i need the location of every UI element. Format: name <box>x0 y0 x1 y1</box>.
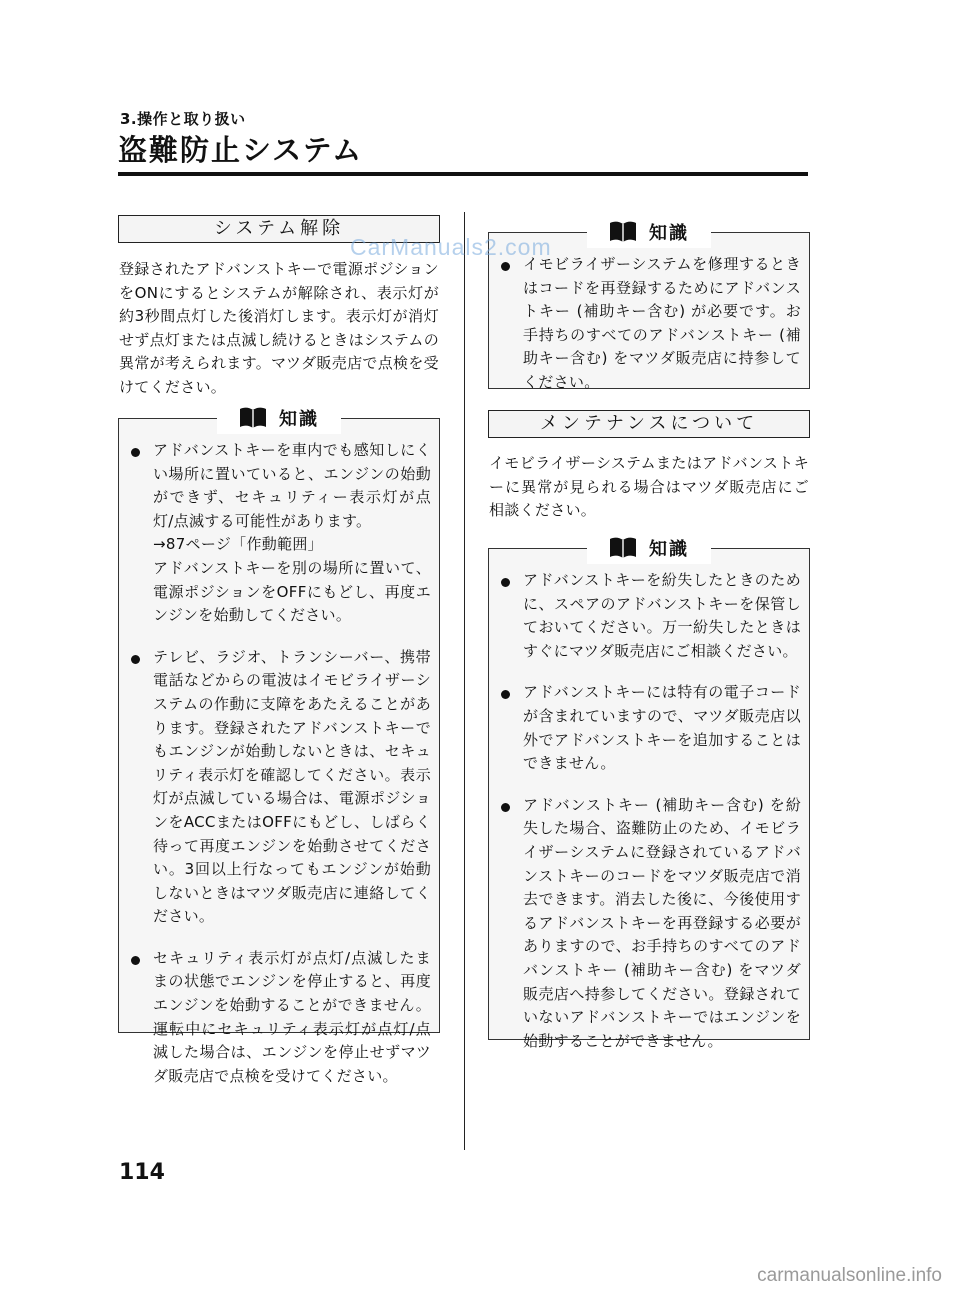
list-item <box>129 947 431 1089</box>
watermark-link[interactable]: CarManuals2.com <box>350 234 552 260</box>
note-list <box>499 569 801 1053</box>
note-text: アドバンストキー (補助キー含む) を紛失した場合、盗難防止のため、イモビライザーシステムに登録されているアドバンストキーのコードをマツダ販売店で消去できます。消去した後に、今後使用するアドバンストキーを再登録する必要がありますので、お手持ちのすべてのアドバンストキー (補助キー含む) をマツダ販売店へ持参してください。登録されていないアドバンストキーではエンジンを始動することができません。 <box>523 795 801 1050</box>
footer-site-link[interactable]: carmanualsonline.info <box>757 1265 942 1286</box>
system-release-paragraph: 登録されたアドバンストキーで電源ポジションをONにするとシステムが解除され、表示灯が約3秒間点灯した後消灯します。表示灯が消灯せず点灯または点滅し続けるときはシステムの異常が考えられます。マツダ販売店で点検を受けてください。 <box>119 260 439 396</box>
note-list <box>129 439 431 1088</box>
bullet-icon <box>501 803 510 812</box>
list-item <box>499 253 801 395</box>
note-text: アドバンストキーを車内でも感知しにくい場所に置いていると、エンジンの始動ができず、セキュリティー表示灯が点灯/点滅する可能性があります。 →87ページ「作動範囲」 アドバンストキーを別の場所に置いて、電源ポジションをOFFにもどし、再度エンジンを始動してください。 <box>153 441 431 625</box>
section-heading-maintenance: メンテナンスについて <box>488 410 810 438</box>
note-list <box>499 253 801 395</box>
title-rule <box>118 172 808 176</box>
note-label <box>217 402 341 434</box>
list-item <box>499 681 801 775</box>
note-label <box>587 532 711 564</box>
bullet-icon <box>501 578 510 587</box>
list-item <box>129 646 431 929</box>
book-icon <box>609 220 637 244</box>
page-number: 114 <box>119 1160 165 1185</box>
list-item <box>499 794 801 1054</box>
book-icon <box>239 406 267 430</box>
note-text: アドバンストキーには特有の電子コードが含まれていますので、マツダ販売店以外でアドバンストキーを追加することはできません。 <box>523 683 801 773</box>
note-text: セキュリティ表示灯が点灯/点滅したままの状態でエンジンを停止すると、再度エンジンを始動することができません。運転中にセキュリティ表示灯が点灯/点滅した場合は、エンジンを停止せずマツダ販売店で点検を受けてください。 <box>153 948 431 1085</box>
list-item <box>499 569 801 663</box>
note-text: アドバンストキーを紛失したときのために、スペアのアドバンストキーを保管しておいてください。万一紛失したときはすぐにマツダ販売店にご相談ください。 <box>523 571 801 660</box>
note-label-text: 知識 <box>279 409 319 430</box>
bullet-icon <box>131 956 140 965</box>
note-text: テレビ、ラジオ、トランシーバー、携帯電話などからの電波はイモビライザーシステムの作動に支障をあたえることがあります。登録されたアドバンストキーでもエンジンが始動しないときは、セキュリティ表示灯を確認してください。表示灯が点滅している場合は、電源ポジションをACCまたはOFFにもどし、しばらく待って再度エンジンを始動させてください。3回以上行なってもエンジンが始動しないときはマツダ販売店に連絡してください。 <box>153 647 431 926</box>
bullet-icon <box>131 655 140 664</box>
knowledge-note-left <box>118 409 440 1085</box>
bullet-icon <box>501 262 510 271</box>
book-icon <box>609 536 637 560</box>
column-divider <box>464 212 465 1150</box>
note-label-text: 知識 <box>649 223 689 244</box>
note-label <box>587 216 711 248</box>
note-label-text: 知識 <box>649 539 689 560</box>
section-heading-system-release: システム解除 <box>118 215 440 243</box>
note-text: イモビライザーシステムを修理するときはコードを再登録するためにアドバンストキー (補助キー含む) が必要です。お手持ちのすべてのアドバンストキー (補助キー含む) をマツダ販売店に持参してください。 <box>523 255 801 391</box>
chapter-label: 3.操作と取り扱い <box>120 110 246 128</box>
maintenance-paragraph: イモビライザーシステムまたはアドバンストキーに異常が見られる場合はマツダ販売店にご相談ください。 <box>489 454 809 520</box>
bullet-icon <box>501 690 510 699</box>
knowledge-note-right-2 <box>488 539 810 1050</box>
list-item <box>129 439 431 628</box>
page-title: 盗難防止システム <box>118 133 364 167</box>
bullet-icon <box>131 448 140 457</box>
